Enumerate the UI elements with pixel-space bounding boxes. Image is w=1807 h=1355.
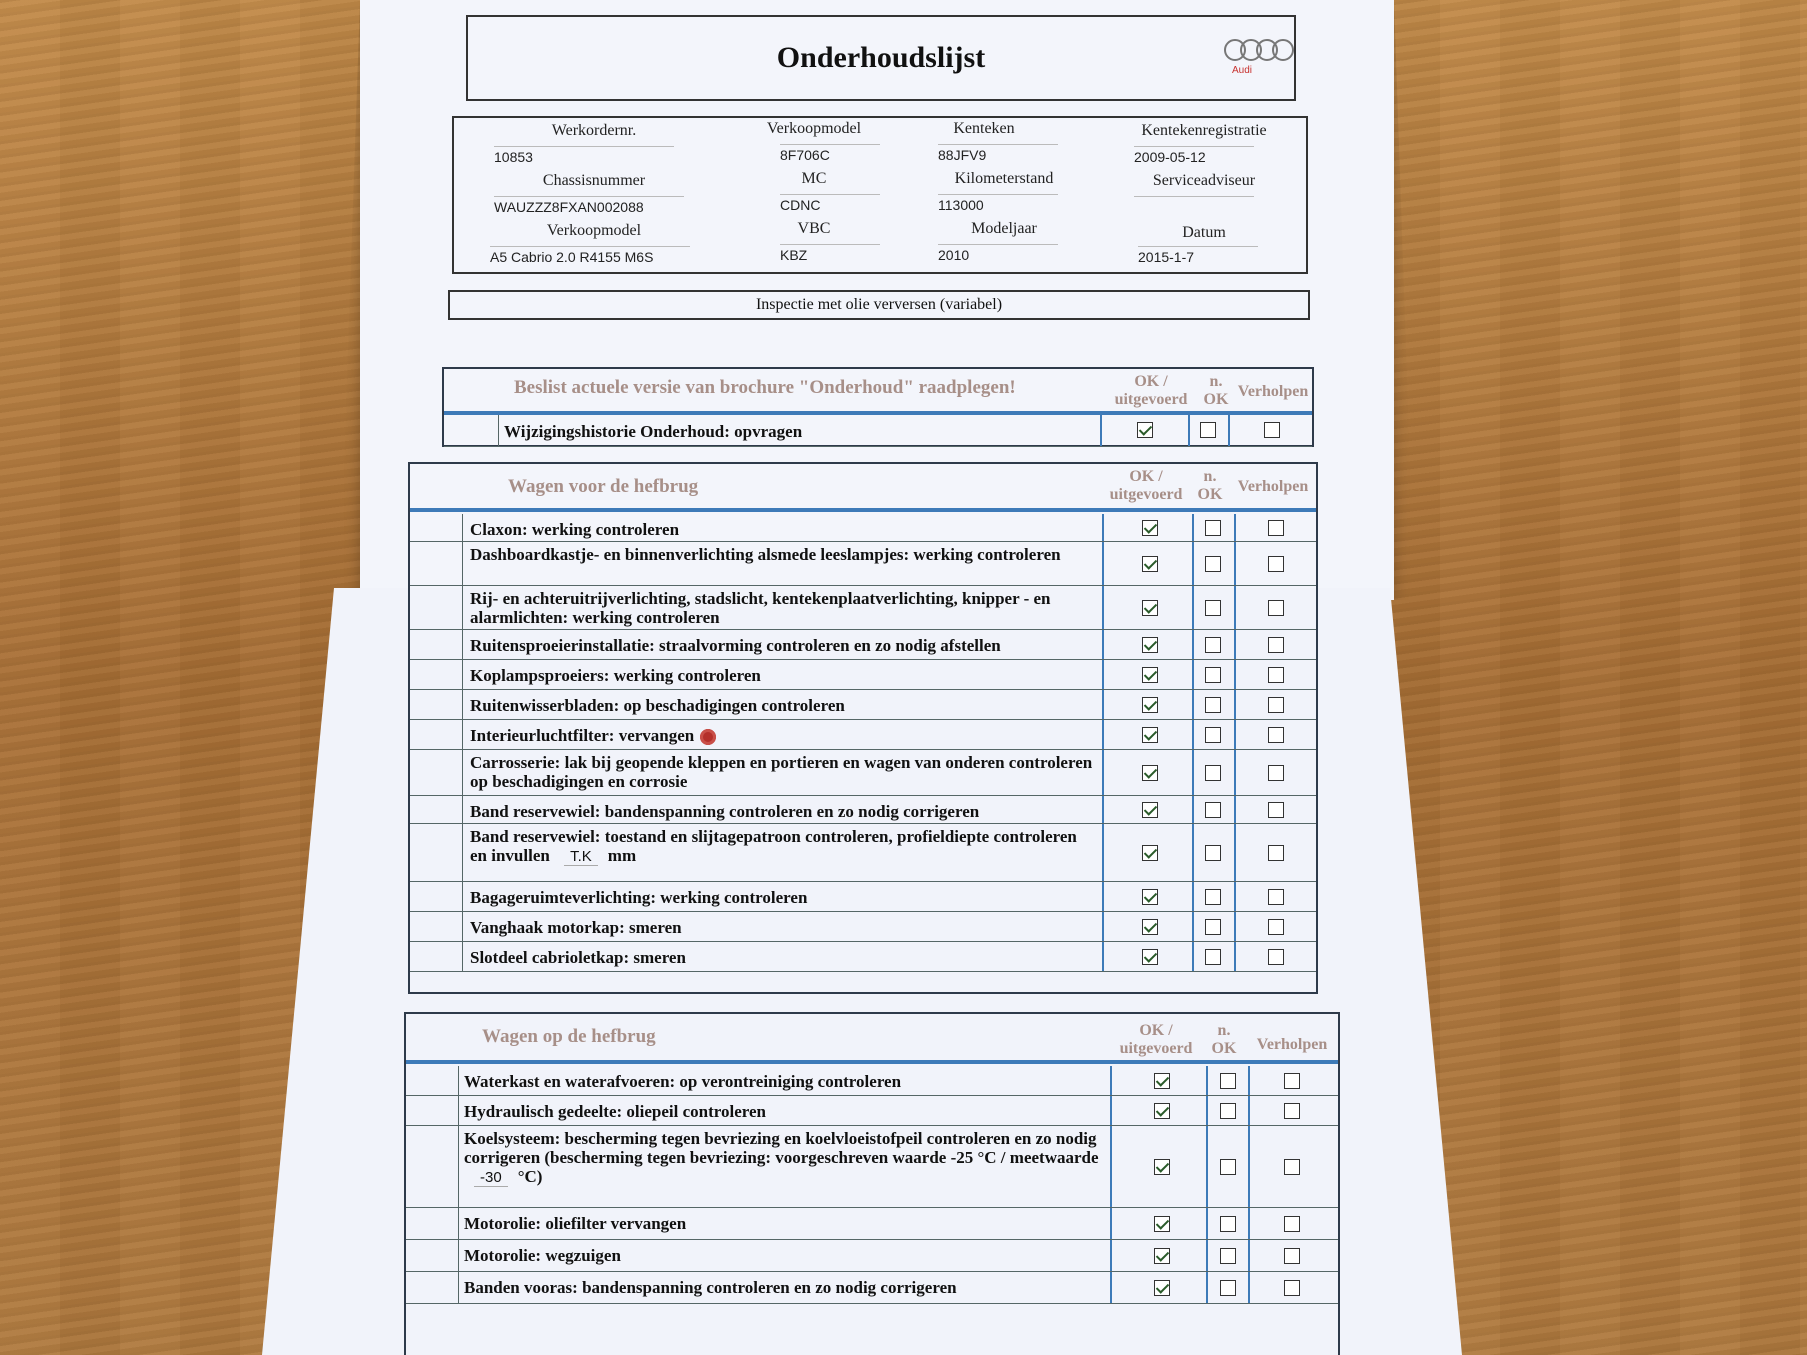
row-text: Ruitensproeierinstallatie: straalvorming controleren en zo nodig afstellen <box>470 636 1001 655</box>
ok-checkbox[interactable] <box>1154 1280 1170 1296</box>
row-text: Bagageruimteverlichting: werking controleren <box>470 888 808 907</box>
ok-checkbox[interactable] <box>1154 1248 1170 1264</box>
ok-checkbox[interactable] <box>1142 802 1158 818</box>
label-chassisnummer: Chassisnummer <box>542 172 646 189</box>
ok-checkbox[interactable] <box>1142 556 1158 572</box>
value-kentekenregistratie: 2009-05-12 <box>1134 146 1254 165</box>
verholpen-checkbox[interactable] <box>1264 422 1280 438</box>
row-text: Koelsysteem: bescherming tegen bevriezing en koelvloeistofpeil controleren en zo nodig corrigeren (bescherming tegen bevriezing: voorgeschreven waarde -25 °C / meetwaarde -30 °C) <box>464 1129 1099 1186</box>
section-wagen-op-hefbrug <box>404 1012 1340 1355</box>
section-title: Beslist actuele versie van brochure "Onderhoud" raadplegen! <box>514 377 1016 398</box>
row-text: Hydraulisch gedeelte: oliepeil controleren <box>464 1102 767 1121</box>
nok-checkbox[interactable] <box>1200 422 1216 438</box>
value-serviceadviseur <box>1134 196 1254 213</box>
section-title: Wagen op de hefbrug <box>482 1026 656 1047</box>
row-text: Koplampsproeiers: werking controleren <box>470 666 761 685</box>
page-title: Onderhoudslijst <box>776 41 986 74</box>
value-werkordernr: 10853 <box>494 146 674 165</box>
check-row <box>410 690 1316 720</box>
nok-checkbox[interactable] <box>1220 1159 1236 1175</box>
value-verkoopmodel-2: A5 Cabrio 2.0 R4155 M6S <box>490 246 690 265</box>
nok-checkbox[interactable] <box>1205 667 1221 683</box>
unit-label: °C) <box>517 1167 543 1186</box>
ok-checkbox[interactable] <box>1154 1103 1170 1119</box>
label-mc: MC <box>801 170 827 187</box>
check-row <box>410 586 1316 630</box>
row-text: Carrosserie: lak bij geopende kleppen en portieren en wagen van onderen controleren op beschadigingen en corrosie <box>470 753 1093 791</box>
value-kenteken: 88JFV9 <box>938 144 1058 163</box>
ok-checkbox[interactable] <box>1142 667 1158 683</box>
verholpen-checkbox[interactable] <box>1268 667 1284 683</box>
measured-value[interactable]: -30 <box>474 1169 508 1187</box>
row-text: Band reservewiel: bandenspanning controleren en zo nodig corrigeren <box>470 802 980 821</box>
row-text: Motorolie: wegzuigen <box>464 1246 621 1265</box>
ok-checkbox[interactable] <box>1137 422 1153 438</box>
row-text: Claxon: werking controleren <box>470 520 680 539</box>
verholpen-checkbox[interactable] <box>1268 889 1284 905</box>
check-row <box>406 1240 1338 1272</box>
ok-checkbox[interactable] <box>1154 1159 1170 1175</box>
vehicle-info-box <box>452 116 1308 274</box>
value-verkoopmodel: 8F706C <box>780 144 880 163</box>
verholpen-checkbox[interactable] <box>1268 845 1284 861</box>
nok-checkbox[interactable] <box>1205 520 1221 536</box>
check-row <box>410 824 1316 882</box>
check-row <box>410 542 1316 586</box>
row-text: Slotdeel cabrioletkap: smeren <box>470 948 686 967</box>
brand-name: Audi <box>1232 65 1253 76</box>
verholpen-checkbox[interactable] <box>1284 1103 1300 1119</box>
col-verholpen-header: Verholpen <box>1256 1036 1328 1053</box>
check-row <box>410 660 1316 690</box>
verholpen-checkbox[interactable] <box>1284 1216 1300 1232</box>
nok-checkbox[interactable] <box>1205 802 1221 818</box>
title-box <box>466 15 1296 101</box>
nok-checkbox[interactable] <box>1220 1073 1236 1089</box>
label-kentekenregistratie: Kentekenregistratie <box>1141 122 1267 139</box>
check-row <box>410 514 1316 542</box>
nok-checkbox[interactable] <box>1205 949 1221 965</box>
col-verholpen-header: Verholpen <box>1237 478 1309 495</box>
verholpen-checkbox[interactable] <box>1268 556 1284 572</box>
col-nok-header: n. OK <box>1203 373 1229 408</box>
nok-checkbox[interactable] <box>1205 637 1221 653</box>
row-text: Waterkast en waterafvoeren: op verontreiniging controleren <box>464 1072 902 1091</box>
ok-checkbox[interactable] <box>1142 600 1158 616</box>
red-marker-icon <box>700 729 716 745</box>
verholpen-checkbox[interactable] <box>1268 765 1284 781</box>
label-kilometerstand: Kilometerstand <box>954 170 1054 187</box>
verholpen-checkbox[interactable] <box>1284 1073 1300 1089</box>
label-vbc: VBC <box>797 220 831 237</box>
measured-value[interactable]: T.K <box>564 848 598 866</box>
verholpen-checkbox[interactable] <box>1284 1248 1300 1264</box>
verholpen-checkbox[interactable] <box>1268 637 1284 653</box>
label-verkoopmodel-2: Verkoopmodel <box>546 222 642 239</box>
check-row <box>410 942 1316 972</box>
ok-checkbox[interactable] <box>1142 949 1158 965</box>
label-kenteken: Kenteken <box>953 120 1015 137</box>
ok-checkbox[interactable] <box>1142 637 1158 653</box>
row-text: Banden vooras: bandenspanning controleren en zo nodig corrigeren <box>464 1278 957 1297</box>
label-verkoopmodel: Verkoopmodel <box>766 120 862 137</box>
ok-checkbox[interactable] <box>1142 919 1158 935</box>
value-datum: 2015-1-7 <box>1138 246 1258 265</box>
check-row <box>410 882 1316 912</box>
value-kilometerstand: 113000 <box>938 194 1058 213</box>
nok-checkbox[interactable] <box>1205 765 1221 781</box>
ok-checkbox[interactable] <box>1154 1073 1170 1089</box>
verholpen-checkbox[interactable] <box>1268 520 1284 536</box>
section-brochure <box>442 367 1314 447</box>
nok-checkbox[interactable] <box>1220 1103 1236 1119</box>
verholpen-checkbox[interactable] <box>1268 802 1284 818</box>
section-wagen-voor-hefbrug <box>408 462 1318 994</box>
nok-checkbox[interactable] <box>1205 889 1221 905</box>
check-row <box>406 1126 1338 1208</box>
nok-checkbox[interactable] <box>1205 919 1221 935</box>
section-title: Wagen voor de hefbrug <box>508 476 699 497</box>
ok-checkbox[interactable] <box>1142 697 1158 713</box>
nok-checkbox[interactable] <box>1205 600 1221 616</box>
check-row <box>410 720 1316 750</box>
value-mc: CDNC <box>780 194 880 213</box>
unit-label: mm <box>607 846 637 865</box>
row-text: Wijzigingshistorie Onderhoud: opvragen <box>504 422 803 441</box>
ok-checkbox[interactable] <box>1142 765 1158 781</box>
label-modeljaar: Modeljaar <box>971 220 1037 237</box>
verholpen-checkbox[interactable] <box>1268 727 1284 743</box>
row-text: Rij- en achteruitrijverlichting, stadslicht, kentekenplaatverlichting, knipper - en alarmlichten: werking controleren <box>470 589 1051 627</box>
col-ok-header: OK / uitgevoerd <box>1114 373 1188 408</box>
col-verholpen-header: Verholpen <box>1237 383 1309 400</box>
check-row <box>406 1208 1338 1240</box>
verholpen-checkbox[interactable] <box>1268 600 1284 616</box>
label-datum: Datum <box>1182 224 1226 241</box>
check-row <box>406 1096 1338 1126</box>
row-text: Interieurluchtfilter: vervangen <box>470 726 1096 745</box>
nok-checkbox[interactable] <box>1205 556 1221 572</box>
ok-checkbox[interactable] <box>1142 889 1158 905</box>
ok-checkbox[interactable] <box>1154 1216 1170 1232</box>
verholpen-checkbox[interactable] <box>1268 919 1284 935</box>
check-row <box>410 630 1316 660</box>
check-row <box>406 1272 1338 1304</box>
row-text: Vanghaak motorkap: smeren <box>470 918 682 937</box>
col-nok-header: n. OK <box>1211 1022 1237 1057</box>
check-row <box>410 750 1316 796</box>
ok-checkbox[interactable] <box>1142 520 1158 536</box>
nok-checkbox[interactable] <box>1220 1280 1236 1296</box>
rings-icon <box>1224 39 1288 61</box>
check-row <box>410 796 1316 824</box>
row-text: Ruitenwisserbladen: op beschadigingen controleren <box>470 696 845 715</box>
inspection-type: Inspectie met olie verversen (variabel) <box>448 290 1310 320</box>
label-serviceadviseur: Serviceadviseur <box>1152 172 1256 189</box>
row-text: Motorolie: oliefilter vervangen <box>464 1214 687 1233</box>
value-vbc: KBZ <box>780 244 880 263</box>
col-ok-header: OK / uitgevoerd <box>1119 1022 1193 1057</box>
nok-checkbox[interactable] <box>1205 727 1221 743</box>
nok-checkbox[interactable] <box>1220 1216 1236 1232</box>
row-text: Band reservewiel: toestand en slijtagepatroon controleren, profieldiepte controleren en invullen T.K mm <box>470 827 1077 865</box>
check-row <box>406 1066 1338 1096</box>
value-chassisnummer: WAUZZZ8FXAN002088 <box>494 196 684 215</box>
check-row <box>410 912 1316 942</box>
col-nok-header: n. OK <box>1197 468 1223 503</box>
verholpen-checkbox[interactable] <box>1268 697 1284 713</box>
row-text: Dashboardkastje- en binnenverlichting alsmede leeslampjes: werking controleren <box>470 545 1061 564</box>
nok-checkbox[interactable] <box>1205 697 1221 713</box>
ok-checkbox[interactable] <box>1142 845 1158 861</box>
check-row <box>444 415 1312 447</box>
audi-logo <box>1222 39 1288 87</box>
ok-checkbox[interactable] <box>1142 727 1158 743</box>
verholpen-checkbox[interactable] <box>1284 1280 1300 1296</box>
nok-checkbox[interactable] <box>1205 845 1221 861</box>
label-werkordernr: Werkordernr. <box>551 122 637 139</box>
nok-checkbox[interactable] <box>1220 1248 1236 1264</box>
value-modeljaar: 2010 <box>938 244 1058 263</box>
col-ok-header: OK / uitgevoerd <box>1109 468 1183 503</box>
verholpen-checkbox[interactable] <box>1284 1159 1300 1175</box>
verholpen-checkbox[interactable] <box>1268 949 1284 965</box>
